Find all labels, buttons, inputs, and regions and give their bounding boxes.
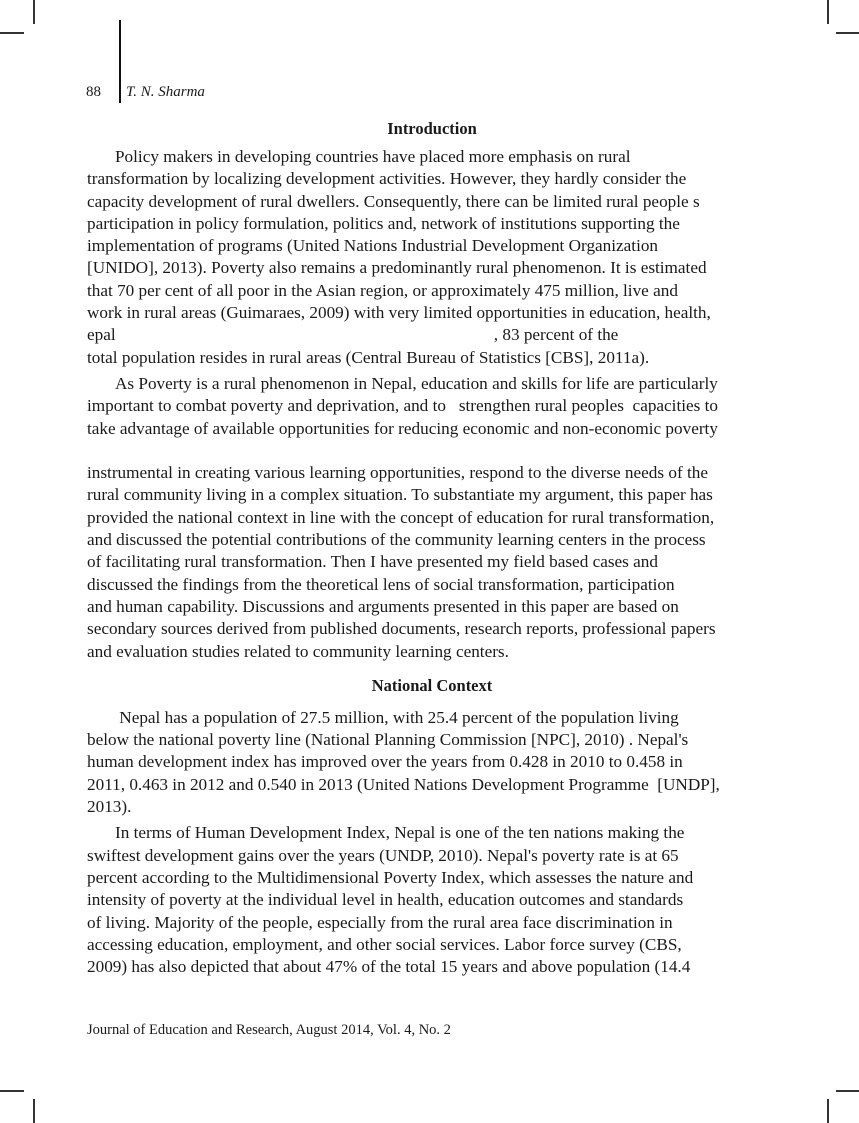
paragraph	[87, 822, 777, 978]
text-line: rural community living in a complex situation. To substantiate my argument, this paper has	[87, 485, 713, 505]
text-line: instrumental in creating various learning opportunities, respond to the diverse needs of the	[87, 463, 708, 483]
paragraph	[87, 373, 777, 663]
text-line: and evaluation studies related to community learning centers.	[87, 641, 509, 661]
crop-mark-bottom-left-vertical	[33, 1099, 35, 1123]
running-head-author: T. N. Sharma	[126, 84, 205, 100]
text-line: of living. Majority of the people, especially from the rural area face discrimination in	[87, 912, 673, 932]
text-line: discussed the findings from the theoretical lens of social transformation, participation	[87, 574, 675, 594]
text-line: capacity development of rural dwellers. Consequently, there can be limited rural people s	[87, 191, 700, 211]
text-line: below the national poverty line (National Planning Commission [NPC], 2010) . Nepal's	[87, 730, 689, 750]
text-line: percent according to the Multidimensional Poverty Index, which assesses the nature and	[87, 867, 694, 887]
section-national-context	[87, 675, 777, 979]
text-line: important to combat poverty and deprivation, and to strengthen rural peoples capacities to	[87, 396, 718, 416]
text-line: [UNIDO], 2013). Poverty also remains a predominantly rural phenomenon. It is estimated	[87, 258, 707, 278]
text-line: intensity of poverty at the individual level in health, education outcomes and standards	[87, 890, 684, 910]
text-line: Nepal has a population of 27.5 million, with 25.4 percent of the population living	[115, 707, 679, 727]
crop-mark-top-left-vertical	[33, 0, 35, 24]
crop-mark-bottom-right-horizontal	[836, 1090, 859, 1092]
text-line: epal , 83 percent of the	[87, 325, 619, 345]
text-line: As Poverty is a rural phenomenon in Nepal, education and skills for life are particularly	[115, 373, 718, 393]
text-line: of facilitating rural transformation. Then I have presented my field based cases and	[87, 552, 658, 572]
text-line: implementation of programs (United Nations Industrial Development Organization	[87, 236, 659, 256]
crop-mark-bottom-left-horizontal	[0, 1090, 24, 1092]
crop-mark-top-left-horizontal	[0, 32, 24, 34]
text-line: 2013).	[87, 797, 132, 817]
section-heading: National Context	[371, 675, 493, 695]
blank-line	[87, 440, 777, 462]
text-line: provided the national context in line with the concept of education for rural transformation,	[87, 507, 715, 527]
crop-mark-top-right-horizontal	[836, 32, 859, 34]
paragraph	[87, 146, 777, 369]
section-introduction	[87, 118, 777, 663]
text-line: total population resides in rural areas (Central Bureau of Statistics [CBS], 2011a).	[87, 347, 650, 367]
text-line: human development index has improved over the years from 0.428 in 2010 to 0.458 in	[87, 752, 683, 772]
text-line: and discussed the potential contributions of the community learning centers in the process	[87, 530, 706, 550]
text-line: 2011, 0.463 in 2012 and 0.540 in 2013 (United Nations Development Programme [UNDP],	[87, 774, 720, 794]
page-number: 88	[86, 84, 101, 100]
text-line: work in rural areas (Guimaraes, 2009) with very limited opportunities in education, health,	[87, 303, 711, 323]
text-line: accessing education, employment, and other social services. Labor force survey (CBS,	[87, 934, 682, 954]
header-rule	[119, 20, 121, 103]
text-line: and human capability. Discussions and arguments presented in this paper are based on	[87, 596, 679, 616]
text-line: participation in policy formulation, politics and, network of institutions supporting the	[87, 213, 680, 233]
article-body	[87, 118, 777, 982]
text-line: In terms of Human Development Index, Nepal is one of the ten nations making the	[115, 823, 685, 843]
crop-mark-bottom-right-vertical	[827, 1099, 829, 1123]
paragraph	[87, 707, 777, 818]
text-line: 2009) has also depicted that about 47% of the total 15 years and above population (14.4	[87, 957, 691, 977]
journal-footer: Journal of Education and Research, August 2014, Vol. 4, No. 2	[87, 1022, 451, 1038]
text-line: secondary sources derived from published documents, research reports, professional papers	[87, 619, 716, 639]
text-line: that 70 per cent of all poor in the Asian region, or approximately 475 million, live and	[87, 280, 678, 300]
section-heading: Introduction	[387, 119, 477, 138]
crop-mark-top-right-vertical	[827, 0, 829, 24]
text-line: Policy makers in developing countries have placed more emphasis on rural	[115, 147, 631, 166]
text-line: take advantage of available opportunities for reducing economic and non-economic poverty	[87, 418, 718, 438]
text-line: transformation by localizing development activities. However, they hardly consider the	[87, 169, 687, 189]
text-line: swiftest development gains over the years (UNDP, 2010). Nepal's poverty rate is at 65	[87, 845, 679, 865]
